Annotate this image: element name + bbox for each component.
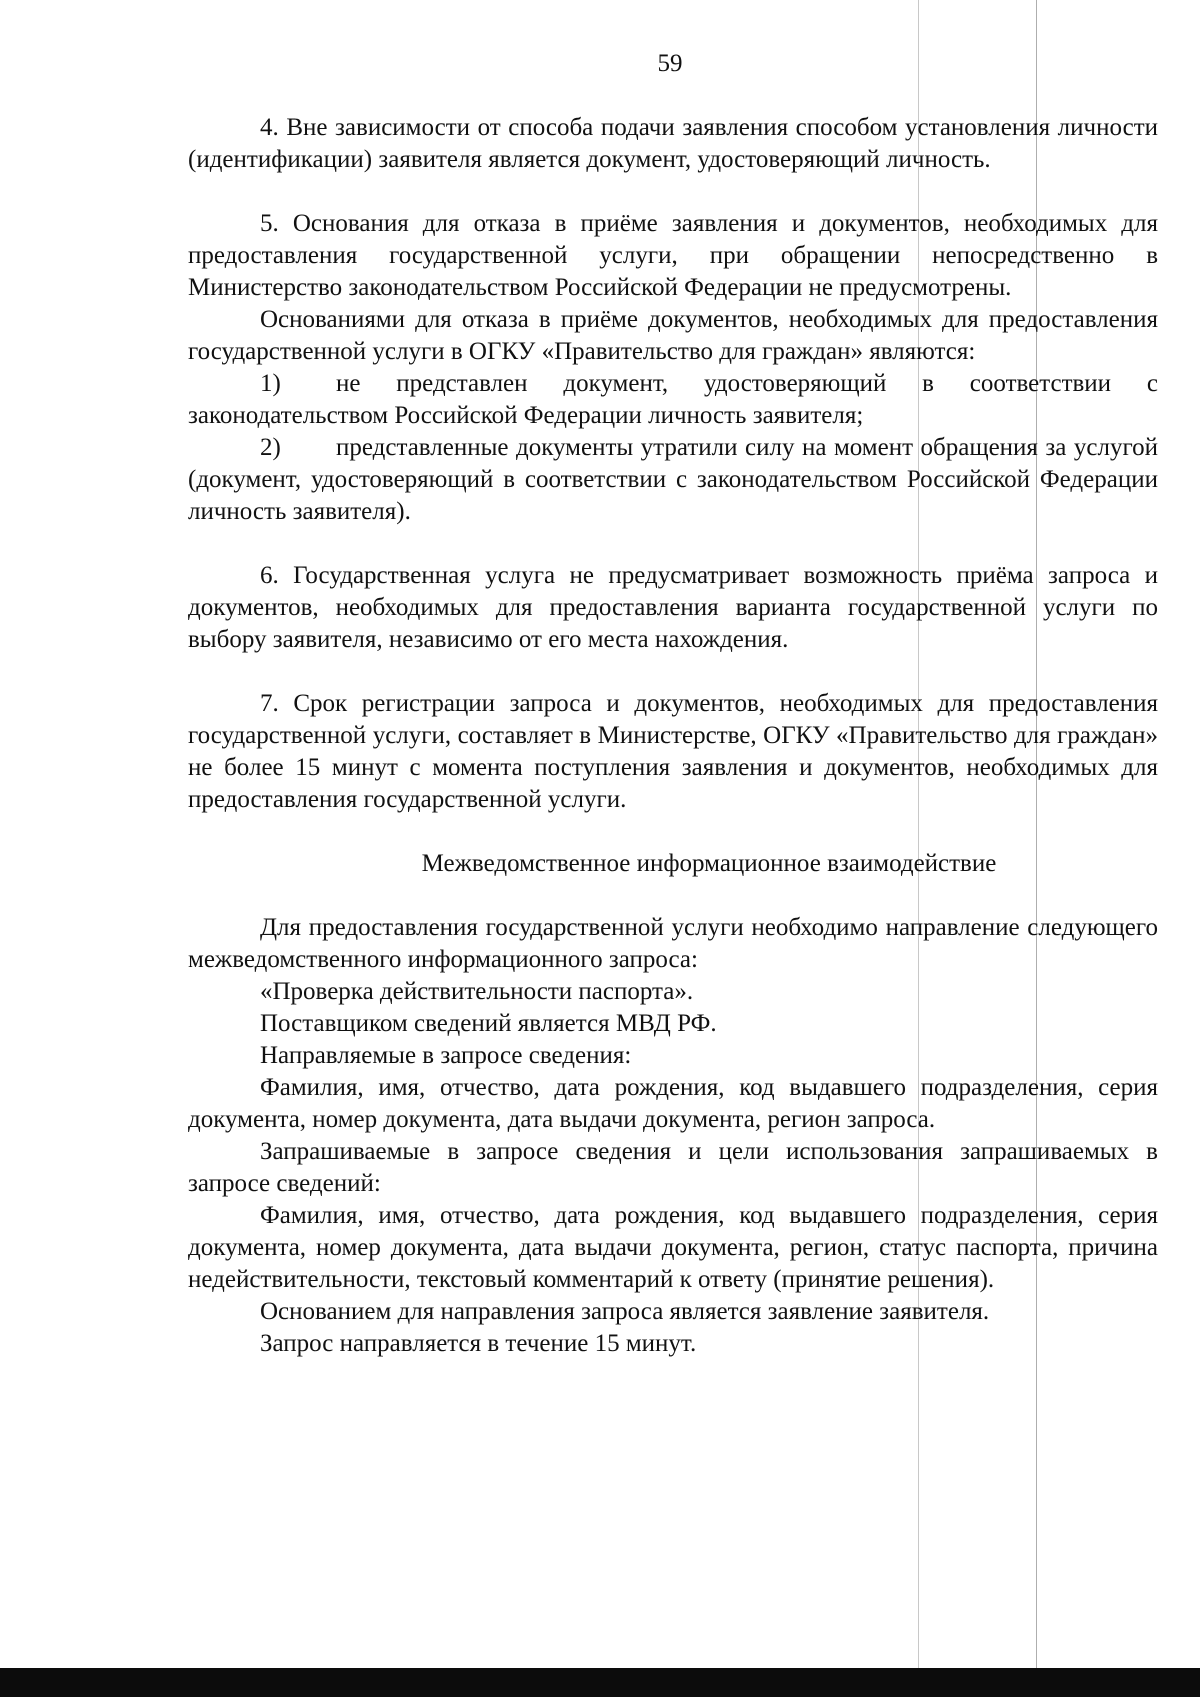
- paragraph-7: 7. Срок регистрации запроса и документов, необходимых для предоставления государственной услуги, составляет в Министерстве, ОГКУ «Правительство для граждан» не более 15 минут с момента поступления заявления и документов, необходимых для предоставления государственной услуги.: [188, 690, 1158, 813]
- paragraph-6: 6. Государственная услуга не предусматривает возможность приёма запроса и документов, необходимых для предоставления варианта государственной услуги по выбору заявителя, независимо от его места нахождения.: [188, 562, 1158, 653]
- paragraph-5-grounds: Основаниями для отказа в приёме документов, необходимых для предоставления государственной услуги в ОГКУ «Правительство для граждан» являются:: [188, 306, 1158, 365]
- interagency-paragraph: Поставщиком сведений является МВД РФ.: [260, 1010, 717, 1037]
- interagency-paragraph: Для предоставления государственной услуги необходимо направление следующего межведомственного информационного запроса:: [188, 914, 1158, 973]
- list-item: [188, 432, 1158, 528]
- section-heading: Межведомственное информационное взаимодействие: [421, 850, 997, 877]
- interagency-paragraph: Фамилия, имя, отчество, дата рождения, код выдавшего подразделения, серия документа, номер документа, дата выдачи документа, регион, статус паспорта, причина недействительности, текстовый комментарий к ответу (принятие решения).: [188, 1202, 1158, 1293]
- list-item: [188, 368, 1158, 432]
- interagency-paragraph: Запрос направляется в течение 15 минут.: [260, 1330, 697, 1357]
- document-body: [188, 112, 1158, 1360]
- list-item-text: представленные документы утратили силу на момент обращения за услугой (документ, удостоверяющий в соответствии с законодательством Российской Федерации личность заявителя).: [188, 434, 1158, 525]
- paragraph-4: 4. Вне зависимости от способа подачи заявления способом установления личности (идентификации) заявителя является документ, удостоверяющий личность.: [188, 114, 1158, 173]
- interagency-paragraph: Фамилия, имя, отчество, дата рождения, код выдавшего подразделения, серия документа, номер документа, дата выдачи документа, регион запроса.: [188, 1074, 1158, 1133]
- interagency-paragraph: Запрашиваемые в запросе сведения и цели использования запрашиваемых в запросе сведений:: [188, 1138, 1158, 1197]
- interagency-paragraph: «Проверка действительности паспорта».: [260, 978, 694, 1005]
- list-item-number: 1): [260, 370, 281, 397]
- paragraph-5: 5. Основания для отказа в приёме заявления и документов, необходимых для предоставления государственной услуги, при обращении непосредственно в Министерство законодательством Российской Федерации не предусмотрены.: [188, 210, 1158, 301]
- list-item-number: 2): [260, 434, 281, 461]
- page-number: 59: [657, 50, 683, 77]
- interagency-paragraph: Основанием для направления запроса является заявление заявителя.: [260, 1298, 990, 1325]
- scan-bottom-border: [0, 1668, 1200, 1697]
- list-item-text: не представлен документ, удостоверяющий в соответствии с законодательством Российской Федерации личность заявителя;: [188, 370, 1158, 429]
- interagency-paragraph: Направляемые в запросе сведения:: [260, 1042, 632, 1069]
